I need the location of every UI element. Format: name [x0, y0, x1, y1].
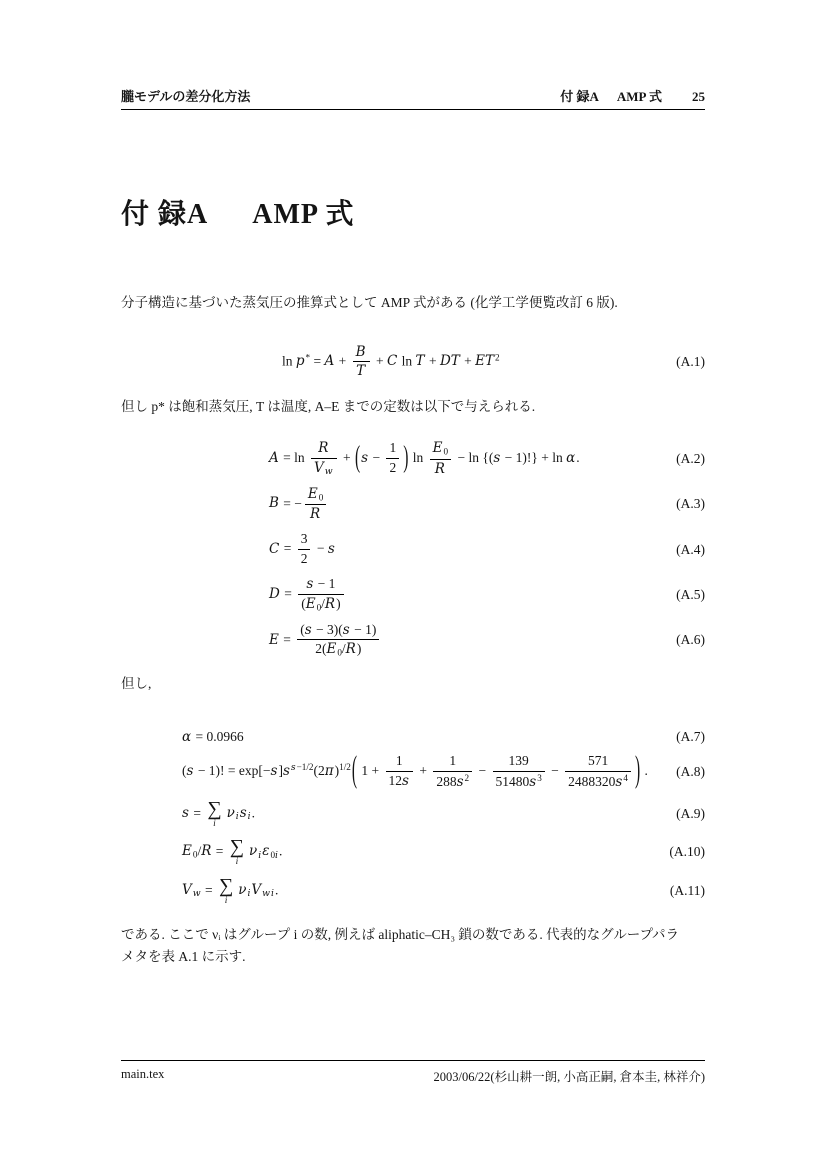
footer-date-authors: 2003/06/22(杉山耕一朗, 小高正嗣, 倉本圭, 林祥介): [433, 1070, 705, 1084]
tadashi-paragraph: 但し,: [121, 676, 152, 692]
equation-number: (A.10): [669, 844, 705, 860]
equation-content: $V_w$ = ∑ i $\nu_iV_{wi}$.: [182, 874, 279, 906]
equation-content: α = 0.0966: [182, 728, 244, 745]
equation-a10: [121, 833, 705, 872]
header-appendix-label: 付 録A: [560, 89, 599, 104]
equation-a8: [121, 749, 705, 795]
page-content: [121, 0, 705, 981]
appendix-title-name: AMP 式: [252, 199, 355, 230]
header-right: [560, 86, 705, 105]
appendix-title-label: 付 録A: [121, 199, 209, 230]
footer-filename: main.tex: [121, 1067, 165, 1081]
equation-a1: [121, 340, 705, 385]
equation-number: (A.4): [676, 541, 705, 557]
equation-number: (A.2): [676, 450, 705, 466]
equation-number: (A.7): [676, 728, 705, 744]
equation-content: ln p* = A + $\frac{B}{T}$ + C ln T + DT + $ET^2$: [282, 343, 500, 380]
equation-a2: [121, 436, 705, 482]
equation-a9: [121, 795, 705, 834]
equation-group-definitions: [121, 725, 705, 910]
equation-number: (A.11): [669, 882, 705, 898]
equation-a5: [121, 572, 705, 618]
equation-content: D = $\frac{s - 1}{(E_0/R)}$: [269, 576, 347, 614]
equation-a4: [121, 527, 705, 572]
equation-content: $E_0/R$ = ∑ i $\nu_i\varepsilon_{0i}$.: [182, 836, 283, 868]
equation-number: (A.9): [676, 805, 705, 821]
equation-content: C = $\frac{3}{2}$ − s: [269, 531, 335, 567]
header-page-number: 25: [692, 89, 705, 104]
intro-paragraph: 分子構造に基づいた蒸気圧の推算式として AMP 式がある (化学工学便覧改訂 6 版).: [121, 295, 618, 310]
equation-number: (A.3): [676, 496, 705, 512]
equation-number: (A.5): [676, 586, 705, 602]
equation-a6: [121, 618, 705, 664]
equation-content: B = − $\frac{E_0}{R}$: [269, 486, 329, 524]
equation-group-coefficients: [121, 436, 705, 663]
closing-line-2: メタを表 A.1 に示す.: [121, 948, 246, 964]
equation-content: A = ln $\frac{R}{V_w}$ + (s − $\frac{1}{2}$ ) ln $\frac{E_0}{R}$ − ln {(s − 1)!} + ln α.: [269, 439, 580, 478]
header-section-title: AMP 式: [616, 89, 662, 104]
equation-number: (A.1): [676, 353, 705, 369]
page-header: [121, 86, 705, 110]
equation-a3: [121, 482, 705, 528]
header-running-title: 朧モデルの差分化方法: [121, 89, 251, 104]
equation-content: s = ∑ i $\nu_is_i$.: [182, 797, 255, 829]
equation-a11: [121, 872, 705, 911]
equation-content: E = $\frac{(s - 3)(s - 1)}{2(E_0/R)}$: [269, 622, 382, 660]
appendix-title: [121, 192, 705, 232]
closing-paragraph: [121, 924, 705, 967]
closing-line-1: である. ここで νᵢ はグループ i の数, 例えば aliphatic–CH₃ 鎖の数である. 代表的なグループパラ: [121, 927, 680, 943]
equation-number: (A.6): [676, 632, 705, 648]
equation-number: (A.8): [676, 763, 705, 779]
equation-content: (s − 1)! = $\exp[-s]s^{s-1/2}(2\pi)^{1/2}$( 1 + $\frac{1}{12s}$ + $\frac{1}{288s^2}$ − $\frac{139}{51480s^3}$ − $\frac{571}{2488320s^4}$ ) .: [182, 749, 648, 791]
definition-paragraph: 但し p* は飽和蒸気圧, T は温度, A–E までの定数は以下で与えられる.: [121, 399, 536, 415]
equation-a7: [121, 725, 705, 749]
page-footer: [121, 1060, 705, 1085]
